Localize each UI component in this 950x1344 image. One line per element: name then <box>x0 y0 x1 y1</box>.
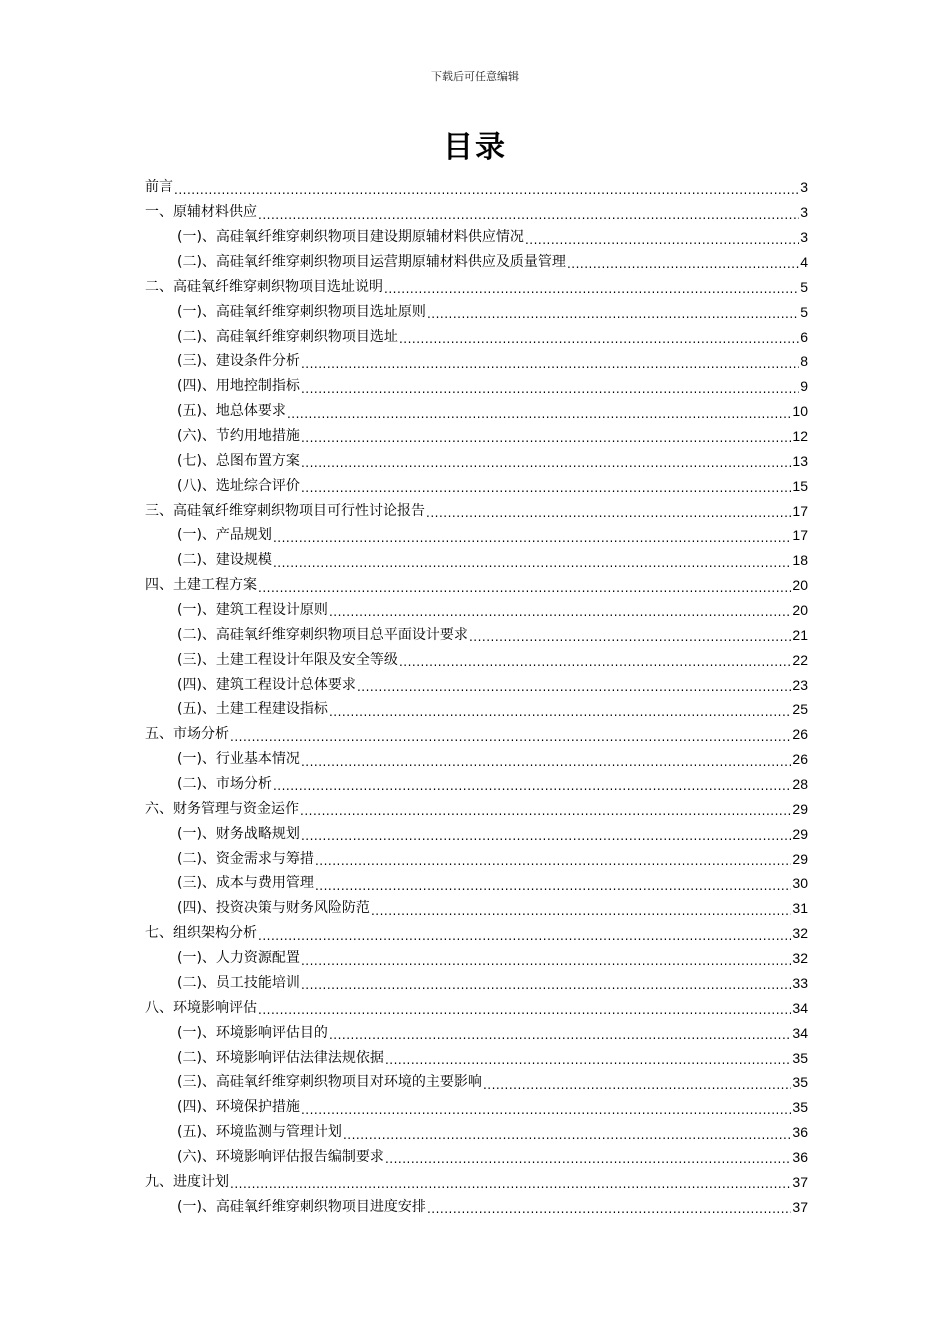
toc-entry-title: 三、高硅氧纤维穿刺织物项目可行性讨论报告 <box>145 502 425 519</box>
toc-page-number: 20 <box>792 577 808 594</box>
toc-page-number: 13 <box>792 452 808 469</box>
toc-entry-title: (二)、环境影响评估法律法规依据 <box>177 1049 384 1066</box>
toc-entry[interactable] <box>145 846 808 871</box>
toc-entry-title: (一)、环境影响评估目的 <box>177 1024 328 1041</box>
toc-page-number: 23 <box>792 676 808 693</box>
toc-dot-leader <box>567 259 799 274</box>
toc-page-number: 35 <box>792 1074 808 1091</box>
toc-entry-title: 前言 <box>145 179 173 196</box>
toc-dot-leader <box>301 359 799 374</box>
toc-entry[interactable] <box>145 1045 808 1070</box>
toc-entry-title: (三)、高硅氧纤维穿刺织物项目对环境的主要影响 <box>177 1074 482 1091</box>
toc-entry-title: (一)、行业基本情况 <box>177 751 300 768</box>
toc-dot-leader <box>399 657 791 672</box>
toc-page-number: 20 <box>792 602 808 619</box>
toc-page-number: 34 <box>792 1024 808 1041</box>
toc-entry[interactable] <box>145 548 808 573</box>
toc-entry[interactable] <box>145 274 808 299</box>
toc-entry-title: (三)、成本与费用管理 <box>177 875 314 892</box>
toc-entry[interactable] <box>145 971 808 996</box>
page-title: 目录 <box>443 130 507 165</box>
toc-page-number: 31 <box>792 900 808 917</box>
toc-entry-title: (四)、投资决策与财务风险防范 <box>177 900 370 917</box>
toc-entry[interactable] <box>145 1020 808 1045</box>
toc-page-number: 18 <box>792 552 808 569</box>
toc-page-number: 6 <box>800 328 808 345</box>
toc-page-number: 36 <box>792 1124 808 1141</box>
toc-entry-title: (八)、选址综合评价 <box>177 477 300 494</box>
toc-dot-leader <box>301 757 791 772</box>
toc-page-number: 3 <box>800 179 808 196</box>
toc-dot-leader <box>469 632 791 647</box>
toc-entry-title: (五)、环境监测与管理计划 <box>177 1124 342 1141</box>
toc-entry[interactable] <box>145 1169 808 1194</box>
toc-dot-leader <box>301 831 791 846</box>
toc-entry[interactable] <box>145 374 808 399</box>
toc-page-number: 35 <box>792 1049 808 1066</box>
toc-entry[interactable] <box>145 871 808 896</box>
toc-entry-title: 二、高硅氧纤维穿刺织物项目选址说明 <box>145 278 383 295</box>
toc-page-number: 29 <box>792 825 808 842</box>
toc-entry[interactable] <box>145 448 808 473</box>
toc-dot-leader <box>427 1204 791 1219</box>
toc-entry[interactable] <box>145 772 808 797</box>
toc-page-number: 34 <box>792 999 808 1016</box>
toc-dot-leader <box>525 235 799 250</box>
toc-dot-leader <box>230 1179 791 1194</box>
toc-dot-leader <box>258 210 799 225</box>
toc-entry-title: (一)、高硅氧纤维穿刺织物项目选址原则 <box>177 303 426 320</box>
toc-entry-title: (三)、建设条件分析 <box>177 353 300 370</box>
toc-dot-leader <box>301 980 791 995</box>
toc-entry[interactable] <box>145 896 808 921</box>
toc-page-number: 37 <box>792 1173 808 1190</box>
toc-dot-leader <box>329 607 791 622</box>
toc-entry-title: 五、市场分析 <box>145 726 229 743</box>
toc-page-number: 30 <box>792 875 808 892</box>
toc-dot-leader <box>230 732 791 747</box>
toc-entry[interactable] <box>145 250 808 275</box>
toc-entry-title: (二)、员工技能培训 <box>177 974 300 991</box>
toc-page-number: 3 <box>800 229 808 246</box>
toc-entry[interactable] <box>145 523 808 548</box>
toc-entry-title: (二)、高硅氧纤维穿刺织物项目运营期原辅材料供应及质量管理 <box>177 254 566 270</box>
toc-entry[interactable] <box>145 1194 808 1219</box>
toc-page-number: 17 <box>792 502 808 519</box>
toc-entry[interactable] <box>145 747 808 772</box>
toc-page-number: 3 <box>800 204 808 221</box>
toc-page-number: 5 <box>800 278 808 295</box>
toc-entry[interactable] <box>145 175 808 200</box>
table-of-contents <box>145 175 808 1219</box>
toc-entry[interactable] <box>145 796 808 821</box>
toc-dot-leader <box>315 881 791 896</box>
toc-dot-leader <box>426 508 791 523</box>
toc-page-number: 22 <box>792 651 808 668</box>
toc-dot-leader <box>287 409 791 424</box>
toc-entry-title: (一)、产品规划 <box>177 527 272 544</box>
toc-page-number: 8 <box>800 353 808 370</box>
toc-dot-leader <box>301 956 791 971</box>
toc-entry[interactable] <box>145 324 808 349</box>
toc-entry-title: 六、财务管理与资金运作 <box>145 800 299 817</box>
toc-entry-title: 七、组织架构分析 <box>145 925 257 942</box>
toc-entry-title: (四)、环境保护措施 <box>177 1099 300 1116</box>
toc-page-number: 29 <box>792 850 808 867</box>
toc-entry[interactable] <box>145 821 808 846</box>
toc-entry-title: (二)、市场分析 <box>177 776 272 793</box>
toc-dot-leader <box>174 185 799 200</box>
toc-entry-title: (二)、建设规模 <box>177 552 272 569</box>
toc-dot-leader <box>343 1130 791 1145</box>
toc-entry-title: (七)、总图布置方案 <box>177 452 300 469</box>
toc-page-number: 25 <box>792 701 808 718</box>
toc-entry[interactable] <box>145 399 808 424</box>
toc-page-number: 28 <box>792 776 808 793</box>
toc-page-number: 5 <box>800 303 808 320</box>
toc-dot-leader <box>301 483 791 498</box>
toc-entry[interactable] <box>145 697 808 722</box>
toc-entry-title: (一)、高硅氧纤维穿刺织物项目建设期原辅材料供应情况 <box>177 229 524 246</box>
toc-entry-title: (五)、土建工程建设指标 <box>177 701 328 718</box>
toc-entry[interactable] <box>145 1120 808 1145</box>
toc-dot-leader <box>371 906 791 921</box>
toc-entry-title: (四)、建筑工程设计总体要求 <box>177 676 356 693</box>
toc-entry[interactable] <box>145 1145 808 1170</box>
toc-entry[interactable] <box>145 200 808 225</box>
toc-dot-leader <box>329 707 791 722</box>
toc-entry[interactable] <box>145 921 808 946</box>
toc-dot-leader <box>273 533 791 548</box>
toc-page-number: 17 <box>792 527 808 544</box>
toc-dot-leader <box>273 781 791 796</box>
toc-entry-title: (二)、资金需求与筹措 <box>177 850 314 867</box>
toc-dot-leader <box>301 384 799 399</box>
toc-entry[interactable] <box>145 598 808 623</box>
toc-page-number: 29 <box>792 800 808 817</box>
toc-dot-leader <box>427 309 799 324</box>
toc-entry[interactable] <box>145 424 808 449</box>
toc-dot-leader <box>385 1154 791 1169</box>
toc-page-number: 32 <box>792 950 808 967</box>
toc-dot-leader <box>258 583 791 598</box>
toc-entry-title: 四、土建工程方案 <box>145 577 257 594</box>
toc-page-number: 21 <box>792 626 808 643</box>
toc-entry-title: 八、环境影响评估 <box>145 999 257 1016</box>
toc-dot-leader <box>357 682 791 697</box>
toc-entry-title: (三)、土建工程设计年限及安全等级 <box>177 651 398 668</box>
toc-entry-title: 九、进度计划 <box>145 1173 229 1190</box>
toc-dot-leader <box>258 931 791 946</box>
toc-dot-leader <box>399 334 799 349</box>
toc-entry-title: (二)、高硅氧纤维穿刺织物项目选址 <box>177 328 398 345</box>
toc-page-number: 9 <box>800 378 808 395</box>
toc-dot-leader <box>315 856 791 871</box>
toc-page-number: 15 <box>792 477 808 494</box>
toc-page-number: 32 <box>792 925 808 942</box>
toc-page-number: 26 <box>792 726 808 743</box>
toc-entry[interactable] <box>145 573 808 598</box>
toc-dot-leader <box>301 458 791 473</box>
toc-entry[interactable] <box>145 946 808 971</box>
toc-entry-title: (五)、地总体要求 <box>177 403 286 420</box>
toc-page-number: 37 <box>792 1198 808 1215</box>
toc-entry-title: 一、原辅材料供应 <box>145 204 257 221</box>
toc-entry-title: (一)、高硅氧纤维穿刺织物项目进度安排 <box>177 1198 426 1215</box>
toc-page-number: 35 <box>792 1099 808 1116</box>
toc-entry[interactable] <box>145 349 808 374</box>
toc-entry-title: (四)、用地控制指标 <box>177 378 300 395</box>
toc-page-number: 33 <box>792 974 808 991</box>
toc-page-number: 26 <box>792 751 808 768</box>
toc-entry[interactable] <box>145 995 808 1020</box>
toc-dot-leader <box>329 1030 791 1045</box>
toc-entry-title: (二)、高硅氧纤维穿刺织物项目总平面设计要求 <box>177 626 468 643</box>
toc-entry-title: (一)、人力资源配置 <box>177 950 300 967</box>
toc-entry-title: (六)、环境影响评估报告编制要求 <box>177 1148 384 1165</box>
toc-dot-leader <box>258 1005 791 1020</box>
toc-page-number: 4 <box>800 254 808 270</box>
toc-dot-leader <box>384 284 799 299</box>
toc-dot-leader <box>301 1105 791 1120</box>
toc-entry[interactable] <box>145 299 808 324</box>
toc-dot-leader <box>301 433 791 448</box>
toc-page-number: 12 <box>792 428 808 445</box>
toc-entry-title: (六)、节约用地措施 <box>177 428 300 445</box>
toc-entry[interactable] <box>145 498 808 523</box>
toc-dot-leader <box>385 1055 791 1070</box>
toc-entry[interactable] <box>145 1070 808 1095</box>
toc-entry[interactable] <box>145 1095 808 1120</box>
toc-entry[interactable] <box>145 672 808 697</box>
toc-page-number: 36 <box>792 1148 808 1165</box>
toc-entry[interactable] <box>145 225 808 250</box>
toc-page-number: 10 <box>792 403 808 420</box>
toc-dot-leader <box>300 806 791 821</box>
toc-dot-leader <box>273 558 791 573</box>
toc-entry[interactable] <box>145 622 808 647</box>
toc-entry[interactable] <box>145 722 808 747</box>
toc-entry-title: (一)、建筑工程设计原则 <box>177 602 328 619</box>
toc-entry-title: (一)、财务战略规划 <box>177 825 300 842</box>
toc-dot-leader <box>483 1080 791 1095</box>
toc-entry[interactable] <box>145 473 808 498</box>
header-note: 下载后可任意编辑 <box>431 70 519 83</box>
toc-entry[interactable] <box>145 647 808 672</box>
